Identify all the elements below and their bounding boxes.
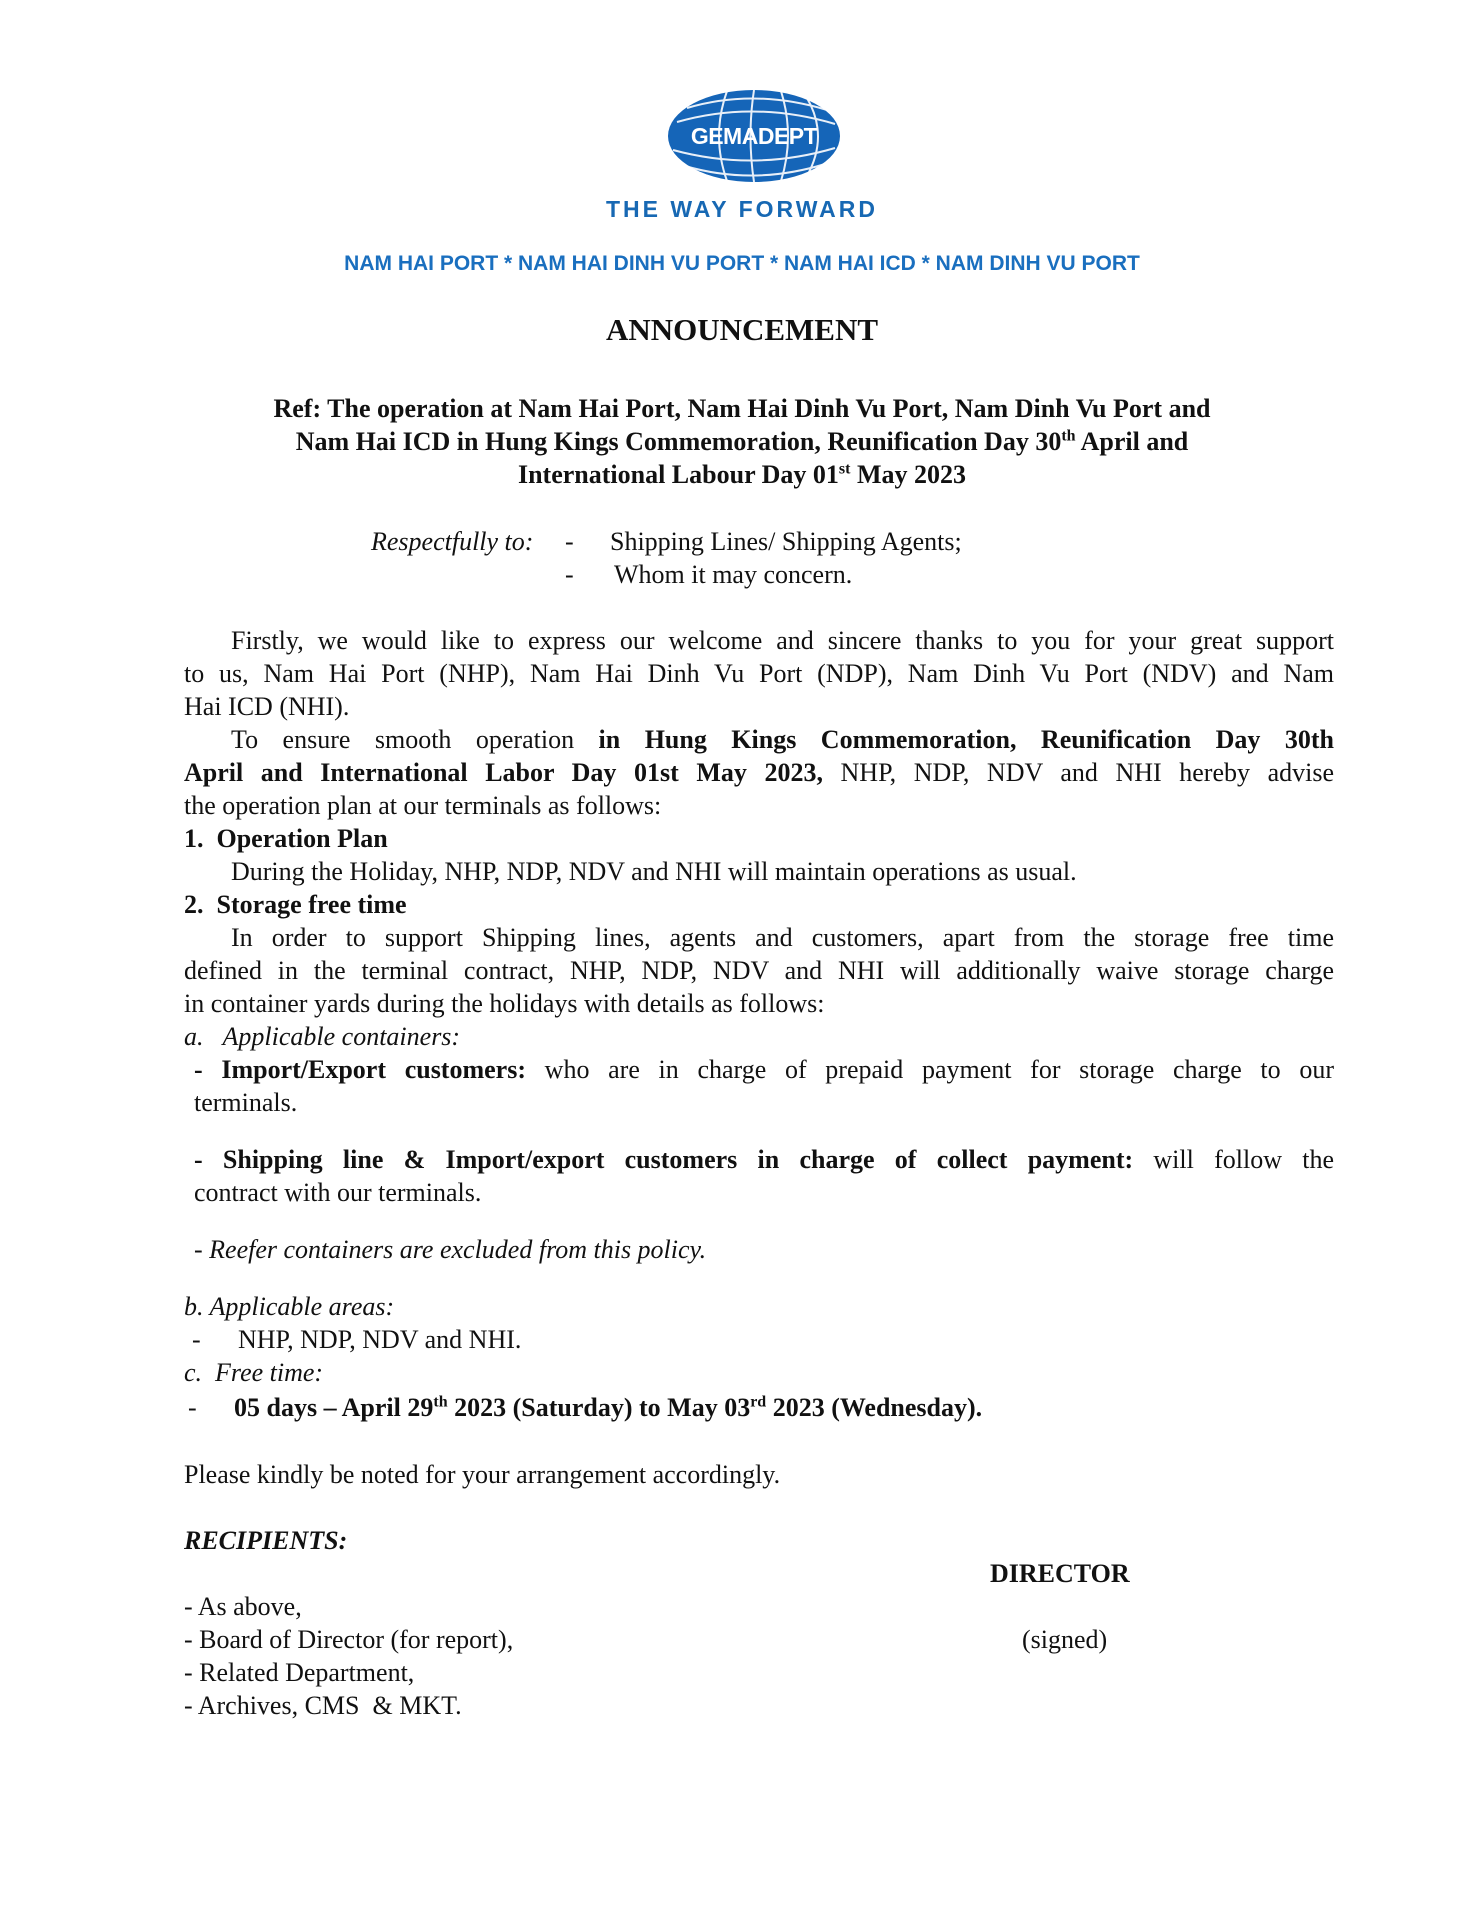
recipient-2: - Board of Director (for report), [184,1625,514,1654]
section-2-line-1: In order to support Shipping lines, agents and customers, apart from the storage free time [231,923,1334,952]
free-time-sup-2: rd [750,1393,767,1411]
intro-line-6: the operation plan at our terminals as follows: [184,791,662,820]
recipients-label: RECIPIENTS: [184,1526,348,1555]
ref-line-2-end: April and [1075,427,1189,456]
applicable-areas-label: b. Applicable areas: [184,1292,395,1321]
intro-line-4-text: To ensure smooth operation [231,725,599,754]
areas-text: NHP, NDP, NDV and NHI. [238,1325,522,1354]
company-logo [667,88,841,184]
address-item-2: Whom it may concern. [614,560,853,589]
intro-line-4 [231,723,1334,756]
free-time-part-1: 05 days – April 29 [234,1393,434,1422]
page-title: ANNOUNCEMENT [605,312,879,347]
intro-line-5 [184,756,1334,789]
recipient-1: - As above, [184,1592,302,1621]
section-1-heading: 1. Operation Plan [184,824,388,853]
recipient-4: - Archives, CMS & MKT. [184,1691,462,1720]
ref-line-3-sup: st [838,460,851,478]
reefer-note: - Reefer containers are excluded from this policy. [194,1235,707,1264]
ports-line: NAM HAI PORT * NAM HAI DINH VU PORT * NAM HAI ICD * NAM DINH VU PORT [344,252,1140,275]
section-1-text: During the Holiday, NHP, NDP, NDV and NHI will maintain operations as usual. [231,857,1077,886]
free-time-label: c. Free time: [184,1358,324,1387]
intro-line-5-bold: April and International Labor Day 01st May 2023, [184,758,823,787]
import-export-text: who are in charge of prepaid payment for storage charge to our [525,1055,1335,1084]
address-item-1: Shipping Lines/ Shipping Agents; [610,527,962,556]
import-export-line [194,1053,1334,1086]
ref-line-2-text: Nam Hai ICD in Hung Kings Commemoration, Reunification Day 30 [295,427,1062,456]
intro-line-1: Firstly, we would like to express our welcome and sincere thanks to you for your great support [231,626,1334,655]
free-time-part-3: 2023 (Wednesday). [766,1393,983,1422]
shipping-line-cont: contract with our terminals. [194,1178,482,1207]
import-export-bold: - Import/Export customers: [194,1055,526,1084]
closing-text: Please kindly be noted for your arrangement accordingly. [184,1460,781,1489]
ref-line-2-sup: th [1061,427,1076,445]
free-time-text [234,1391,982,1424]
address-dash-1: - [565,527,574,556]
import-export-cont: terminals. [194,1088,298,1117]
logo-text: GEMADEPT [690,123,818,149]
ref-line-3-text: International Labour Day 01 [517,460,839,489]
signature-signed: (signed) [1022,1625,1108,1654]
address-label: Respectfully to: [371,527,534,556]
shipping-line-bold: - Shipping line & Import/export customers in charge of collect payment: [194,1145,1134,1174]
address-dash-2: - [565,560,574,589]
tagline: THE WAY FORWARD [605,196,879,222]
ref-line-1: Ref: The operation at Nam Hai Port, Nam Hai Dinh Vu Port, Nam Dinh Vu Port and [273,394,1211,423]
intro-line-5-text: NHP, NDP, NDV and NHI hereby advise [822,758,1334,787]
ref-line-2 [0,425,1484,458]
free-time-sup-1: th [433,1393,448,1411]
areas-dash: - [192,1325,201,1354]
signature-title: DIRECTOR [990,1559,1130,1588]
section-2-heading: 2. Storage free time [184,890,407,919]
shipping-line-text: will follow the [1133,1145,1334,1174]
intro-line-2: to us, Nam Hai Port (NHP), Nam Hai Dinh Vu Port (NDP), Nam Dinh Vu Port (NDV) and Nam [184,659,1334,688]
intro-line-3: Hai ICD (NHI). [184,692,350,721]
free-time-part-2: 2023 (Saturday) to May 03 [447,1393,751,1422]
free-time-dash: - [188,1393,197,1422]
applicable-containers-label: a. Applicable containers: [184,1022,461,1051]
recipient-3: - Related Department, [184,1658,415,1687]
ref-line-3-end: May 2023 [850,460,967,489]
section-2-line-2: defined in the terminal contract, NHP, NDP, NDV and NHI will additionally waive storage charge [184,956,1334,985]
section-2-line-3: in container yards during the holidays with details as follows: [184,989,825,1018]
intro-line-4-bold: in Hung Kings Commemoration, Reunification Day 30th [598,725,1334,754]
ref-line-3 [0,458,1484,491]
shipping-line-line [194,1143,1334,1176]
